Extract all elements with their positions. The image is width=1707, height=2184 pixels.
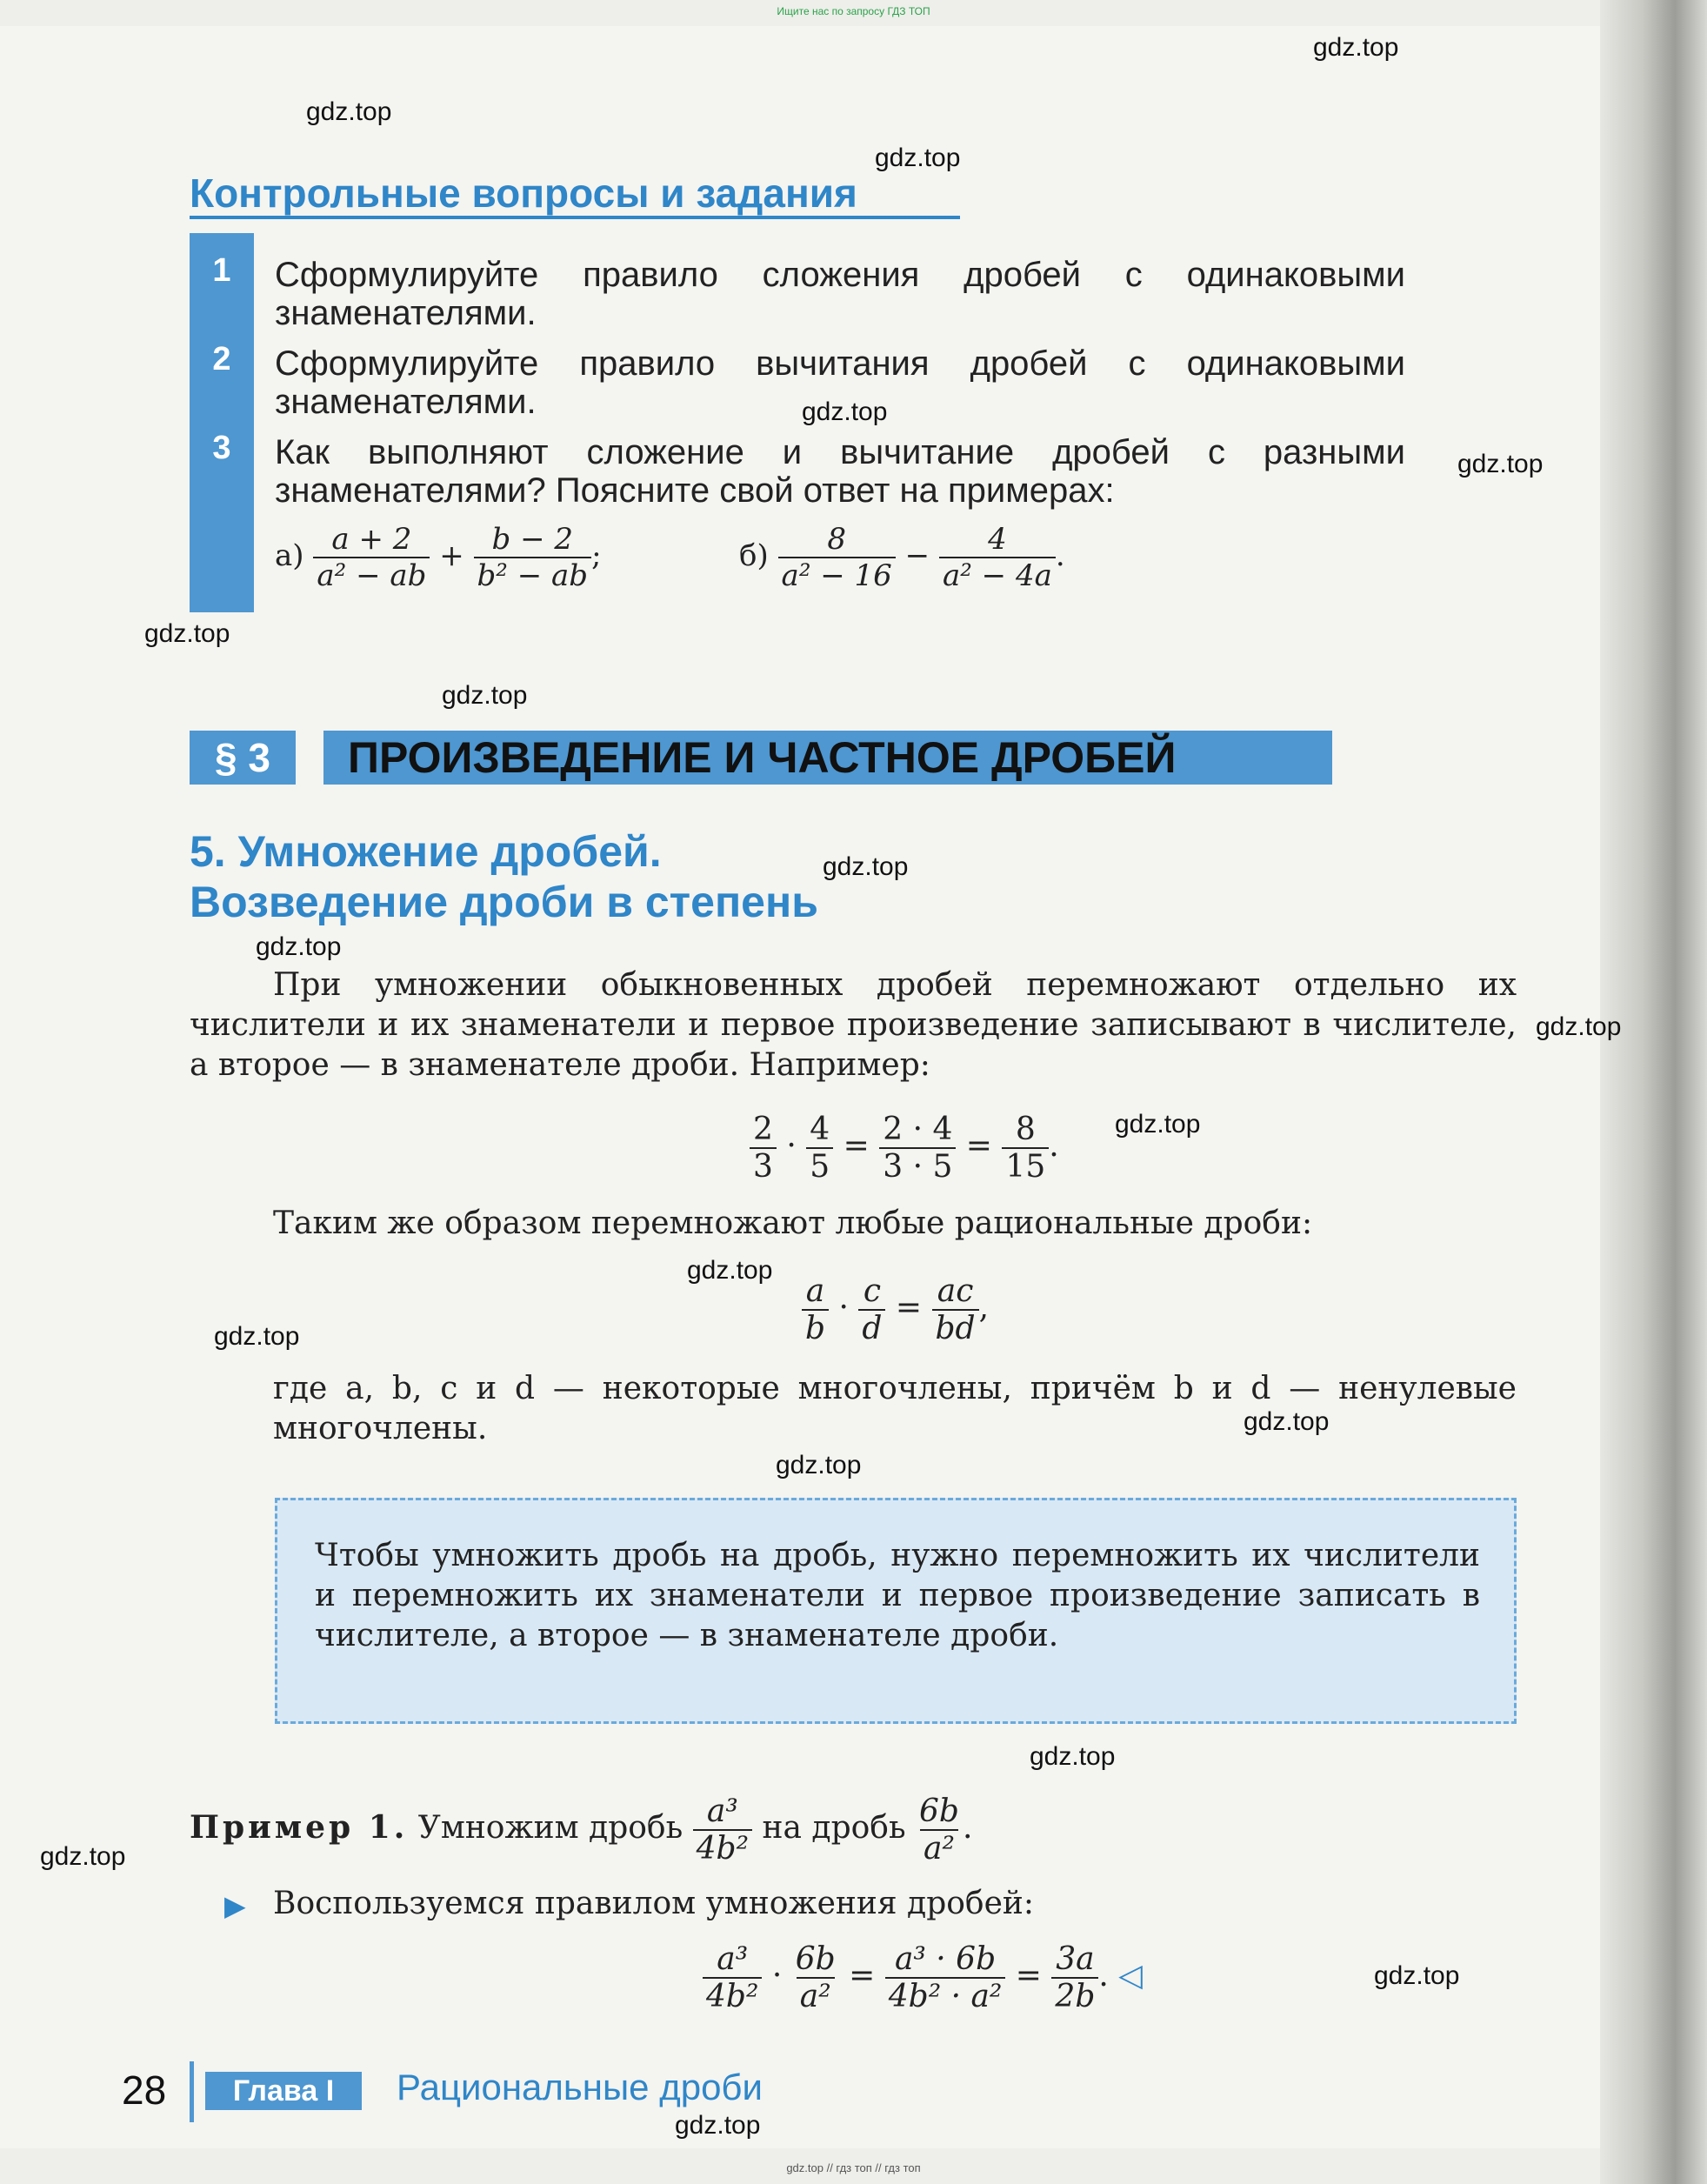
watermark: gdz.top (144, 619, 230, 648)
paragraph: где a, b, c и d — некоторые многочлены, причём b и d — ненулевые многочлены. (273, 1371, 1517, 1446)
numerator: ac (937, 1273, 974, 1309)
fraction (1002, 1112, 1049, 1185)
subsection-title: 5. Умножение дробей. (190, 827, 662, 876)
questions-number-bar (190, 233, 254, 612)
rule-text: Чтобы умножить дробь на дробь, нужно перемножить их числители и перемножить их знаменатели и первое произведение записать в числителе, а второе — в знаменателе дроби. (315, 1538, 1480, 1653)
question-example-b (739, 522, 1065, 593)
watermark: gdz.top (875, 144, 961, 172)
watermark: gdz.top (687, 1256, 773, 1285)
solution-start-icon: ▶ (224, 1889, 246, 1922)
numerator: 3a (1056, 1941, 1095, 1977)
subsection-title: Возведение дроби в степень (190, 878, 818, 926)
watermark: gdz.top (1313, 33, 1399, 62)
fraction (802, 1273, 829, 1346)
denominator: 5 (806, 1147, 833, 1185)
denominator: 3 (750, 1147, 777, 1185)
numerator: b − 2 (491, 522, 574, 557)
denominator: a² − ab (313, 557, 430, 593)
question-number: 3 (212, 430, 231, 466)
watermark: gdz.top (442, 681, 528, 710)
fraction (916, 1793, 963, 1867)
fraction (313, 522, 430, 593)
chapter-title: Рациональные дроби (397, 2067, 763, 2107)
paragraph: Таким же образом перемножают любые рациональные дроби: (273, 1206, 1313, 1241)
formula-numeric: $\frac{2}{3}$ · $\frac{4}{5}$ = $\frac{2 \cdot 4}{3 \cdot 5}$ = $\frac{8}{15}$ . (750, 1112, 1059, 1185)
denominator: 4b² · a² (885, 1977, 1006, 2014)
watermark: gdz.top (1457, 450, 1544, 478)
example-label: Пример 1. (190, 1809, 409, 1846)
solution-text: Воспользуемся правилом умножения дробей: (273, 1886, 1035, 1921)
watermark: gdz.top (802, 397, 888, 426)
question-number: 1 (212, 252, 231, 289)
watermark: gdz.top (823, 852, 909, 881)
numerator: a³ (717, 1941, 749, 1977)
numerator: a + 2 (331, 522, 412, 557)
question-example-a (275, 522, 602, 593)
paragraph: При умножении обыкновенных дробей перемножают отдельно их числители и их знаменатели и первое произведение записывают в числителе, а второе — в знаменателе дроби. Например: (190, 967, 1517, 1083)
fraction (474, 522, 592, 593)
questions-title-underline (190, 216, 960, 219)
numerator: 4 (988, 522, 1007, 557)
operator: − (904, 538, 930, 573)
denominator: a² (920, 1829, 958, 1867)
numerator: 6b (795, 1941, 836, 1977)
section-title: ПРОИЗВЕДЕНИЕ И ЧАСТНОЕ ДРОБЕЙ (323, 731, 1332, 785)
numerator: 2 (753, 1112, 773, 1147)
fraction (693, 1793, 752, 1867)
denominator: bd (932, 1309, 979, 1346)
watermark: gdz.top (256, 932, 342, 961)
book-spine-shadow (1600, 0, 1707, 2184)
punctuation: . (962, 1810, 973, 1846)
watermark: gdz.top (1030, 1742, 1116, 1771)
watermark: gdz.top (40, 1842, 126, 1871)
example-text: Умножим дробь (417, 1810, 683, 1846)
watermark: gdz.top (214, 1322, 300, 1351)
question-text: Сформулируйте правило сложения дробей с одинаковыми знаменателями. (275, 256, 1405, 332)
denominator: 4b² (693, 1829, 752, 1867)
denominator: a² − 4a (939, 557, 1056, 593)
top-note: Ищите нас по запросу ГДЗ ТОП (777, 5, 930, 17)
punctuation: ; (591, 538, 602, 573)
numerator: 6b (919, 1793, 959, 1829)
watermark: gdz.top (306, 97, 392, 126)
denominator: a² (797, 1977, 835, 2014)
watermark: gdz.top (1244, 1407, 1330, 1436)
fraction (879, 1112, 956, 1185)
fraction (792, 1941, 839, 2014)
numerator: a³ (706, 1793, 738, 1829)
numerator: 8 (827, 522, 846, 557)
footer-divider (190, 2061, 194, 2122)
bottom-note: gdz.top // гдз топ // гдз топ (786, 2161, 921, 2174)
fraction (778, 522, 896, 593)
example-text: на дробь (762, 1810, 906, 1846)
watermark: gdz.top (1374, 1961, 1460, 1990)
fraction (885, 1941, 1006, 2014)
formula-example: $\frac{\text{a³}}{\text{4b²}}$ · $\frac{6b}{\text{a²}}$ = $\frac{\text{a³ · 6b}}{\text{4b² · a²}}$ = $\frac{3a}{2b}$ . ◁ (703, 1941, 1143, 2014)
watermark: gdz.top (675, 2111, 761, 2140)
question-number: 2 (212, 341, 231, 377)
question-text: Как выполняют сложение и вычитание дробей с разными знаменателями? Поясните свой ответ на примерах: (275, 433, 1405, 510)
fraction (932, 1273, 979, 1346)
operator: + (439, 538, 464, 573)
example-label: б) (739, 538, 769, 573)
fraction (806, 1112, 833, 1185)
question-text: Сформулируйте правило вычитания дробей с одинаковыми знаменателями. (275, 344, 1405, 421)
chapter-badge: Глава I (205, 2072, 362, 2110)
numerator: 8 (1015, 1112, 1036, 1147)
watermark: gdz.top (1115, 1110, 1201, 1139)
example-label: а) (275, 538, 304, 573)
questions-title: Контрольные вопросы и задания (190, 170, 857, 216)
denominator: b² − ab (474, 557, 592, 593)
numerator: a (805, 1273, 825, 1309)
solution-end-icon: ◁ (1118, 1958, 1143, 1994)
fraction (703, 1941, 762, 2014)
numerator: 4 (810, 1112, 830, 1147)
denominator: d (858, 1309, 885, 1346)
denominator: 2b (1051, 1977, 1098, 2014)
page-number: 28 (122, 2067, 167, 2113)
denominator: a² − 16 (778, 557, 896, 593)
punctuation: . (1055, 538, 1065, 573)
fraction (939, 522, 1056, 593)
fraction (750, 1112, 777, 1185)
fraction (858, 1273, 885, 1346)
watermark: gdz.top (776, 1451, 862, 1479)
numerator: a³ · 6b (894, 1941, 997, 1977)
denominator: 3 · 5 (879, 1147, 956, 1185)
denominator: b (802, 1309, 829, 1346)
fraction (1051, 1941, 1098, 2014)
denominator: 15 (1002, 1147, 1049, 1185)
formula-general: $\frac{a}{b}$ · $\frac{c}{d}$ = $\frac{ac}{bd}$ , (802, 1273, 989, 1346)
numerator: 2 · 4 (883, 1112, 953, 1147)
denominator: 4b² (703, 1977, 762, 2014)
watermark: gdz.top (1536, 1012, 1622, 1041)
section-number: § 3 (190, 731, 296, 785)
example-1 (190, 1793, 972, 1867)
numerator: c (863, 1273, 881, 1309)
